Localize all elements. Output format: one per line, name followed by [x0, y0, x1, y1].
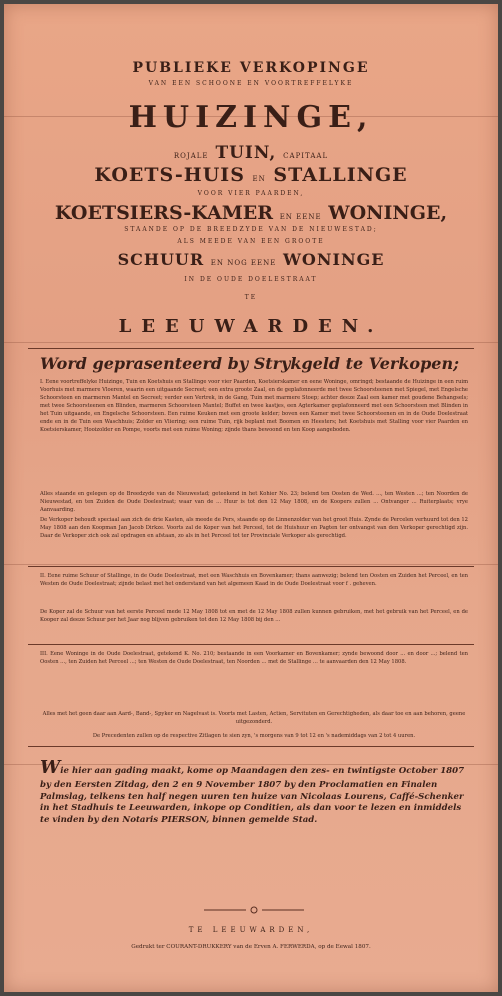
title-en-eene: EN EENE — [279, 213, 322, 221]
title-line-12: TE — [244, 294, 258, 301]
notice-text: ie hier aan gading maakt, kome op Maandagen den zes- en twintigste October 1807 by den Eersten Zitdag, den 2 en 9 November 1807 by den Proclamatien en Finalen Palmslag, telkens ten half negen uuren ten huize van Nicolaas Lourens, Caffé-Schenker in het Stadhuis te Leeuwarden, inkope op Conditien, als dan voor te lezen en inmiddels te vinden by den Notaris PIERSON, binnen gemelde Stad. — [40, 766, 465, 826]
divider — [28, 644, 474, 645]
title-capitaal: CAPITAAL — [283, 152, 329, 160]
title-line-8: STAANDE OP DE BREEDZYDE VAN DE NIEUWESTAD; — [124, 226, 378, 233]
divider — [28, 566, 474, 567]
title-line-11: IN DE OUDE DOELESTRAAT — [184, 276, 318, 283]
paragraph-lot-2: II. Eene ruime Schuur of Stallinge, in de Oude Doelestraat, met een Waschhuis en Bovenkamer; thans aanwezig; belend ten Oosten en Zuiden het Perceel, en ten Westen de Oude Doelestraat; zijnde belast met het onderstand van het algemeen Kaad in de Oude Doelestraat voor f . geheven. — [40, 573, 468, 588]
paragraph-lot-1: I. Eene voortreffelyke Huizinge, Tuin en Koetshuis en Stallinge voor vier Paarden, Koetsierskamer en eene Woninge, omringd; bestaande de Huizinge in een ruim Voorhuis met marmere Vloeren, waarin een uitgaande Secreet; een extra groote Zaal, en de geplafonneerde met twee Schoorsteenen met Spiegel, met Engelsche Schoorsteen en marmeren Mantel en Secreet; verder een Vertrek, in de Gang, Tuin met marmere Stoep; achter deeze Zaal een kamer met goudene Behangsels; met twee Schoorsteenen en Blinden, marmeren Schoorsteen Mantel; Buffet en twee kastjes, een Agterkamer geplafonneerd met een Schoorsteen met Blinden in het Tuin uitgaande, en Engelsche Schoorsteen. Een ruime Keuken met een groote kelder; boven een Kamer met twee Schoorsteenen en in de Oude Doelestraat ende en in de Tuin een Waschhuis; Zolder en Vliering; een ruime Tuin, rijk beplant met Boomen en Heesters; het Koetshuis met Stalling voor vier Paarden en Koetsierskamer, Hooizolder en Pompe, voorts met een ruime Woning; zijnde thans bewoond en ten Koop aangeboden. — [40, 379, 468, 434]
title-line-1: PUBLIEKE VERKOPINGE — [132, 60, 370, 76]
title-huizinge: HUIZINGE, — [128, 100, 374, 135]
title-tuin: TUIN, — [215, 143, 277, 163]
fold-line — [4, 564, 498, 565]
paragraph-lot-3: III. Eene Woninge in de Oude Doelestraat, getekend K. No. 210; bestaande in een Voorkamer en Bovenkamer; zynde bewoond door ... en door ...; belend ten Oosten ..., ten Zuiden het Perceel ...; ten Westen de Oude Doelestraat, ten Noorden ... met de Stallinge ... te aanvaarden den 12 May 1808. — [40, 651, 468, 666]
title-koetsiers-kamer: KOETSIERS-KAMER — [54, 202, 274, 224]
ornament-divider — [204, 906, 304, 914]
section-heading: Word geprasenteerd by Strykgeld te Verkopen; — [40, 354, 460, 373]
title-woninge: WONINGE, — [328, 202, 448, 224]
title-line-6: VOOR VIER PAARDEN, — [197, 190, 305, 197]
paragraph-lot-2-terms: De Koper zal de Schuur van het eerste Perceel mede 12 May 1808 tot en met de 12 May 1808 zullen kunnen gebruiken, met het gebruik van het Perceel, en de Kooper zal deeze Schuur per het Jaar nog blijven gebruiken tot den 12 May 1808 bij den ... — [40, 609, 468, 624]
title-line-9: ALS MEEDE VAN EEN GROOTE — [177, 238, 325, 245]
title-schuur: SCHUUR — [117, 250, 205, 269]
title-en-nog-eene: EN NOG EENE — [210, 259, 277, 267]
footer-place: TE LEEUWARDEN, — [188, 926, 314, 934]
title-line-7 — [4, 202, 498, 224]
footer-printer: Gedrukt ter COURANT-DRUKKERY van de Erven A. FERWERDA, op de Eewal 1807. — [131, 944, 371, 950]
title-line-10 — [4, 250, 498, 269]
title-koets-huis: KOETS-HUIS — [94, 164, 245, 186]
paragraph-appurtenances: Alles met het geen daar aan Aard-, Band-, Spyker en Nagelvast is. Voorts met Lasten, Actien, Servituten en Gerechtigheden, als daar toe en aan behoren, geene uitgezonderd. — [42, 711, 466, 726]
title-stallinge: STALLINGE — [273, 164, 408, 186]
title-leeuwarden: LEEUWARDEN. — [118, 316, 384, 337]
title-line-4 — [4, 143, 498, 163]
divider — [28, 746, 474, 747]
notice-initial: W — [40, 757, 61, 778]
poster-sheet — [4, 4, 498, 992]
title-line-5 — [4, 164, 498, 186]
auction-notice — [40, 756, 468, 827]
paragraph-viewing: De Precedenten zullen op de respective Zitlagen te sien zyn, 's morgens van 9 tot 12 en 's nademiddags van 2 tot 4 uuren. — [92, 733, 416, 739]
title-en: EN — [252, 175, 266, 183]
fold-line — [4, 342, 498, 343]
title-line-2: VAN EEN SCHOONE EN VOORTREFFELYKE — [148, 80, 354, 87]
title-rojale: ROJALE — [173, 152, 209, 160]
divider — [28, 348, 474, 349]
paragraph-conditions: De Verkoper behoudt speciaal aan zich de drie Kasten, als meede de Pers, staande op de Linnenzolder van het groot Huis. Zynde de Percelen verhuurd tot den 12 May 1808 aan den Koopman Jan Jacob Dirkze. Voorts zal de Koper van het Perceel, tot de Huishuur en Pagten ter ontvangst van den Verkoper gerechtigd zijn. Daar de Verkoper zich ook zal opdragen en afstaan, zo als in het Perceel tot ter Provinciale Verkoper als gerechtigd. — [40, 517, 468, 540]
title-woninge-2: WONINGE — [282, 250, 385, 269]
paragraph-lot-1-location: Alles staande en gelegen op de Breedzyde van de Nieuwestad; geteekend in het Kohier No. 23; belend ten Oosten de Wed. ..., ten Westen ...; ten Noorden de Nieuwestad, en ten Zuiden de Oude Doelestraat; waar van de ... Huur is tot den 12 May 1808, en de Koopers zullen ... Ontvanger ... Ruiterplaats; vrye Aanvaarding. — [40, 491, 468, 514]
